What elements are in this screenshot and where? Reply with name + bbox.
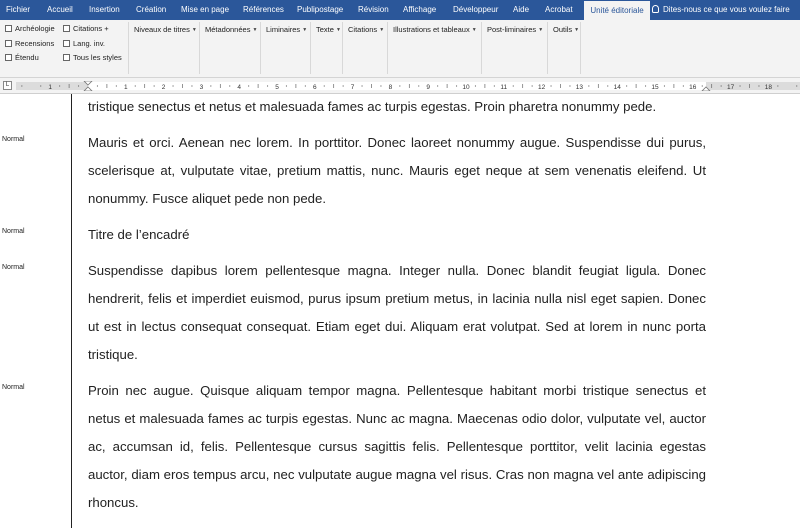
ribbon-separator xyxy=(481,22,482,74)
ribbon-separator xyxy=(342,22,343,74)
checkbox-lang-inv[interactable] xyxy=(63,39,105,49)
ruler-number: 3 xyxy=(199,84,204,91)
dropdown-label: Liminaires xyxy=(266,25,301,34)
style-label: Normal xyxy=(2,228,25,235)
checkbox-citations-plus[interactable] xyxy=(63,24,109,34)
checkbox-box[interactable] xyxy=(63,25,70,32)
ruler-dot xyxy=(418,85,419,86)
ruler-dot xyxy=(456,85,457,86)
ruler-dot xyxy=(40,85,41,86)
chevron-down-icon: ▼ xyxy=(574,27,580,33)
paragraph[interactable]: Suspendisse dapibus lorem pellentesque magna. Integer nulla. Donec blandit feugiat ligula. Donec hendrerit, felis et imperdiet euismod, purus ipsum pretium metus, in lacinia nulla nisl eget sapien. Donec ut est in lectus consequat consequat. Etiam eget dui. Aliquam erat volutpat. Sed at lorem in nunc porta tristique. xyxy=(88,263,706,362)
dropdown-label: Texte xyxy=(316,25,334,34)
chevron-down-icon: ▼ xyxy=(379,27,385,33)
dropdown-label: Métadonnées xyxy=(205,25,251,34)
ruler-number: 10 xyxy=(462,84,470,91)
ruler-dot xyxy=(588,85,589,86)
ruler-dot xyxy=(305,85,306,86)
ruler-dot xyxy=(248,85,249,86)
tab-mise-en-page[interactable]: Mise en page xyxy=(181,5,230,14)
ruler-number: 9 xyxy=(426,84,431,91)
dropdown-liminaires[interactable] xyxy=(266,25,307,35)
tab-unite-editoriale[interactable]: Unité éditoriale xyxy=(584,0,650,20)
checkbox-archeologie[interactable] xyxy=(5,24,55,34)
ruler-dot xyxy=(550,85,551,86)
style-label: Normal xyxy=(2,136,25,143)
chevron-down-icon: ▼ xyxy=(302,27,308,33)
tab-revision[interactable]: Révision xyxy=(358,5,389,14)
checkbox-tous-les-styles[interactable] xyxy=(63,53,122,63)
paragraph[interactable]: tristique senectus et netus et malesuada fames ac turpis egestas. Proin pharetra nonummy pede. xyxy=(88,99,657,114)
ruler-dot xyxy=(626,85,627,86)
checkbox-etendu[interactable] xyxy=(5,53,39,63)
dropdown-label: Illustrations et tableaux xyxy=(393,25,470,34)
document-area[interactable] xyxy=(0,94,800,528)
ruler-number: 6 xyxy=(312,84,317,91)
ruler-dot xyxy=(154,85,155,86)
tab-accueil[interactable]: Accueil xyxy=(47,5,73,14)
checkbox-label: Archéologie xyxy=(15,24,55,33)
chevron-down-icon: ▼ xyxy=(191,27,197,33)
ruler-number: 17 xyxy=(726,84,735,91)
ruler-dot xyxy=(286,85,287,86)
ruler-dot xyxy=(116,85,117,86)
ruler-dot xyxy=(569,85,570,86)
ribbon-separator xyxy=(128,22,129,74)
tab-insertion[interactable]: Insertion xyxy=(89,5,120,14)
style-area-divider[interactable] xyxy=(71,94,72,528)
ribbon-separator xyxy=(547,22,548,74)
ruler-number: 5 xyxy=(275,84,279,91)
ruler-dot xyxy=(739,85,740,86)
dropdown-outils[interactable] xyxy=(553,25,579,35)
paragraph[interactable]: Mauris et orci. Aenean nec lorem. In porttitor. Donec laoreet nonummy augue. Suspendisse dui purus, scelerisque at, vulputate vitae, pretium mattis, nunc. Mauris eget neque at sem venenatis eleifend. Ut nonummy. Fusce aliquet pede non pede. xyxy=(88,135,706,206)
checkbox-label: Lang. inv. xyxy=(73,39,105,48)
ruler-dot xyxy=(702,85,703,86)
dropdown-illustrations-et-tableaux[interactable] xyxy=(393,25,477,35)
dropdown-label: Outils xyxy=(553,25,573,34)
dropdown-label: Post-liminaires xyxy=(487,25,537,34)
ruler-dot xyxy=(191,85,192,86)
tab-acrobat[interactable]: Acrobat xyxy=(545,5,573,14)
ruler-dot xyxy=(267,85,268,86)
ruler-dot xyxy=(607,85,608,86)
ruler-number: 7 xyxy=(350,84,355,91)
checkbox-label: Citations + xyxy=(73,24,109,33)
ruler-dot xyxy=(343,85,344,86)
checkbox-box[interactable] xyxy=(5,40,12,47)
dropdown-label: Citations xyxy=(348,25,378,34)
ruler-number: 1 xyxy=(123,84,128,91)
ruler-dot xyxy=(78,85,79,86)
checkbox-label: Recensions xyxy=(15,39,55,48)
menu-bar xyxy=(0,0,800,20)
paragraph[interactable]: Proin nec augue. Quisque aliquam tempor magna. Pellentesque habitant morbi tristique senectus et netus et malesuada fames ac turpis egestas. Nunc ac magna. Maecenas odio dolor, vulputate vel, auctor ac, accumsan id, felis. Pellentesque cursus sagittis felis. Pellentesque porttitor, velit lacinia egestas auctor, diam eros tempus arcu, nec vulputate augue magna vel risus. Cras non magna vel ante adipiscing rhoncus. xyxy=(88,383,706,510)
chevron-down-icon: ▼ xyxy=(335,27,341,33)
ruler-number: 14 xyxy=(613,84,621,91)
checkbox-box[interactable] xyxy=(63,54,70,61)
ruler-dot xyxy=(513,85,514,86)
ruler-dot xyxy=(361,85,362,86)
ribbon-separator xyxy=(260,22,261,74)
ruler-dot xyxy=(380,85,381,86)
ruler-dot xyxy=(210,85,211,86)
ruler-dot xyxy=(399,85,400,86)
ruler-number: 4 xyxy=(237,84,242,91)
tab-developpeur[interactable]: Développeur xyxy=(453,5,499,14)
ruler-dot xyxy=(97,85,98,86)
chevron-down-icon: ▼ xyxy=(538,27,544,33)
ruler-dot xyxy=(683,85,684,86)
tell-me-search[interactable] xyxy=(652,0,790,20)
ruler-strip xyxy=(0,78,800,94)
ruler-dot xyxy=(721,85,722,86)
ruler-dot xyxy=(777,85,778,86)
lightbulb-icon xyxy=(652,5,659,13)
ribbon-separator xyxy=(580,22,581,74)
checkbox-box[interactable] xyxy=(63,40,70,47)
tab-selector[interactable]: L xyxy=(3,81,12,90)
tab-fichier[interactable]: Fichier xyxy=(6,5,31,14)
ruler-dot xyxy=(229,85,230,86)
heading-encadre[interactable]: Titre de l’encadré xyxy=(88,227,190,242)
ruler-dot xyxy=(172,85,173,86)
chevron-down-icon: ▼ xyxy=(471,27,477,33)
tab-creation[interactable]: Création xyxy=(136,5,167,14)
ruler-dot xyxy=(135,85,136,86)
checkbox-label: Étendu xyxy=(15,53,39,62)
tab-aide[interactable]: Aide xyxy=(513,5,530,14)
checkbox-recensions[interactable] xyxy=(5,39,54,49)
style-area-pane xyxy=(0,94,71,528)
tab-affichage[interactable]: Affichage xyxy=(403,5,437,14)
dropdown-post-liminaires[interactable] xyxy=(487,25,543,35)
chevron-down-icon: ▼ xyxy=(252,27,258,33)
ruler-number: 18 xyxy=(764,84,773,91)
ruler-number: 12 xyxy=(537,84,546,91)
ruler-number: 13 xyxy=(575,84,584,91)
ribbon-separator xyxy=(387,22,388,74)
dropdown-metadonnees[interactable] xyxy=(205,25,257,35)
ruler-dot xyxy=(324,85,325,86)
ruler-number: 11 xyxy=(500,84,508,91)
tab-references[interactable]: Références xyxy=(243,5,284,14)
ribbon-separator xyxy=(199,22,200,74)
ruler-dot xyxy=(21,85,22,86)
ruler-dot xyxy=(437,85,438,86)
ruler-number: 8 xyxy=(388,84,393,91)
style-label: Normal xyxy=(2,384,25,391)
dropdown-texte[interactable] xyxy=(316,25,341,35)
checkbox-label: Tous les styles xyxy=(73,53,122,62)
checkbox-box[interactable] xyxy=(5,54,12,61)
ruler-dot xyxy=(645,85,646,86)
ruler-dot xyxy=(796,85,797,86)
checkbox-box[interactable] xyxy=(5,25,12,32)
style-label: Normal xyxy=(2,264,25,271)
ribbon xyxy=(0,20,800,78)
ruler-dot xyxy=(494,85,495,86)
tell-me-label: Dites-nous ce que vous voulez faire xyxy=(663,5,790,14)
ruler-dot xyxy=(475,85,476,86)
ruler-dot xyxy=(758,85,759,86)
ruler-number: 15 xyxy=(651,84,659,91)
horizontal-ruler[interactable] xyxy=(16,81,800,91)
ruler-number: 2 xyxy=(161,84,166,91)
ribbon-separator xyxy=(310,22,311,74)
tab-publipostage[interactable]: Publipostage xyxy=(297,5,344,14)
ruler-number: 16 xyxy=(689,84,697,91)
ruler-dot xyxy=(664,85,665,86)
ruler-right-margin xyxy=(706,82,800,90)
dropdown-niveaux-de-titres[interactable] xyxy=(134,25,197,35)
dropdown-label: Niveaux de titres xyxy=(134,25,190,34)
ruler-dot xyxy=(59,85,60,86)
dropdown-citations[interactable] xyxy=(348,25,384,35)
ruler-number: 1 xyxy=(48,84,53,91)
ruler-dot xyxy=(532,85,533,86)
